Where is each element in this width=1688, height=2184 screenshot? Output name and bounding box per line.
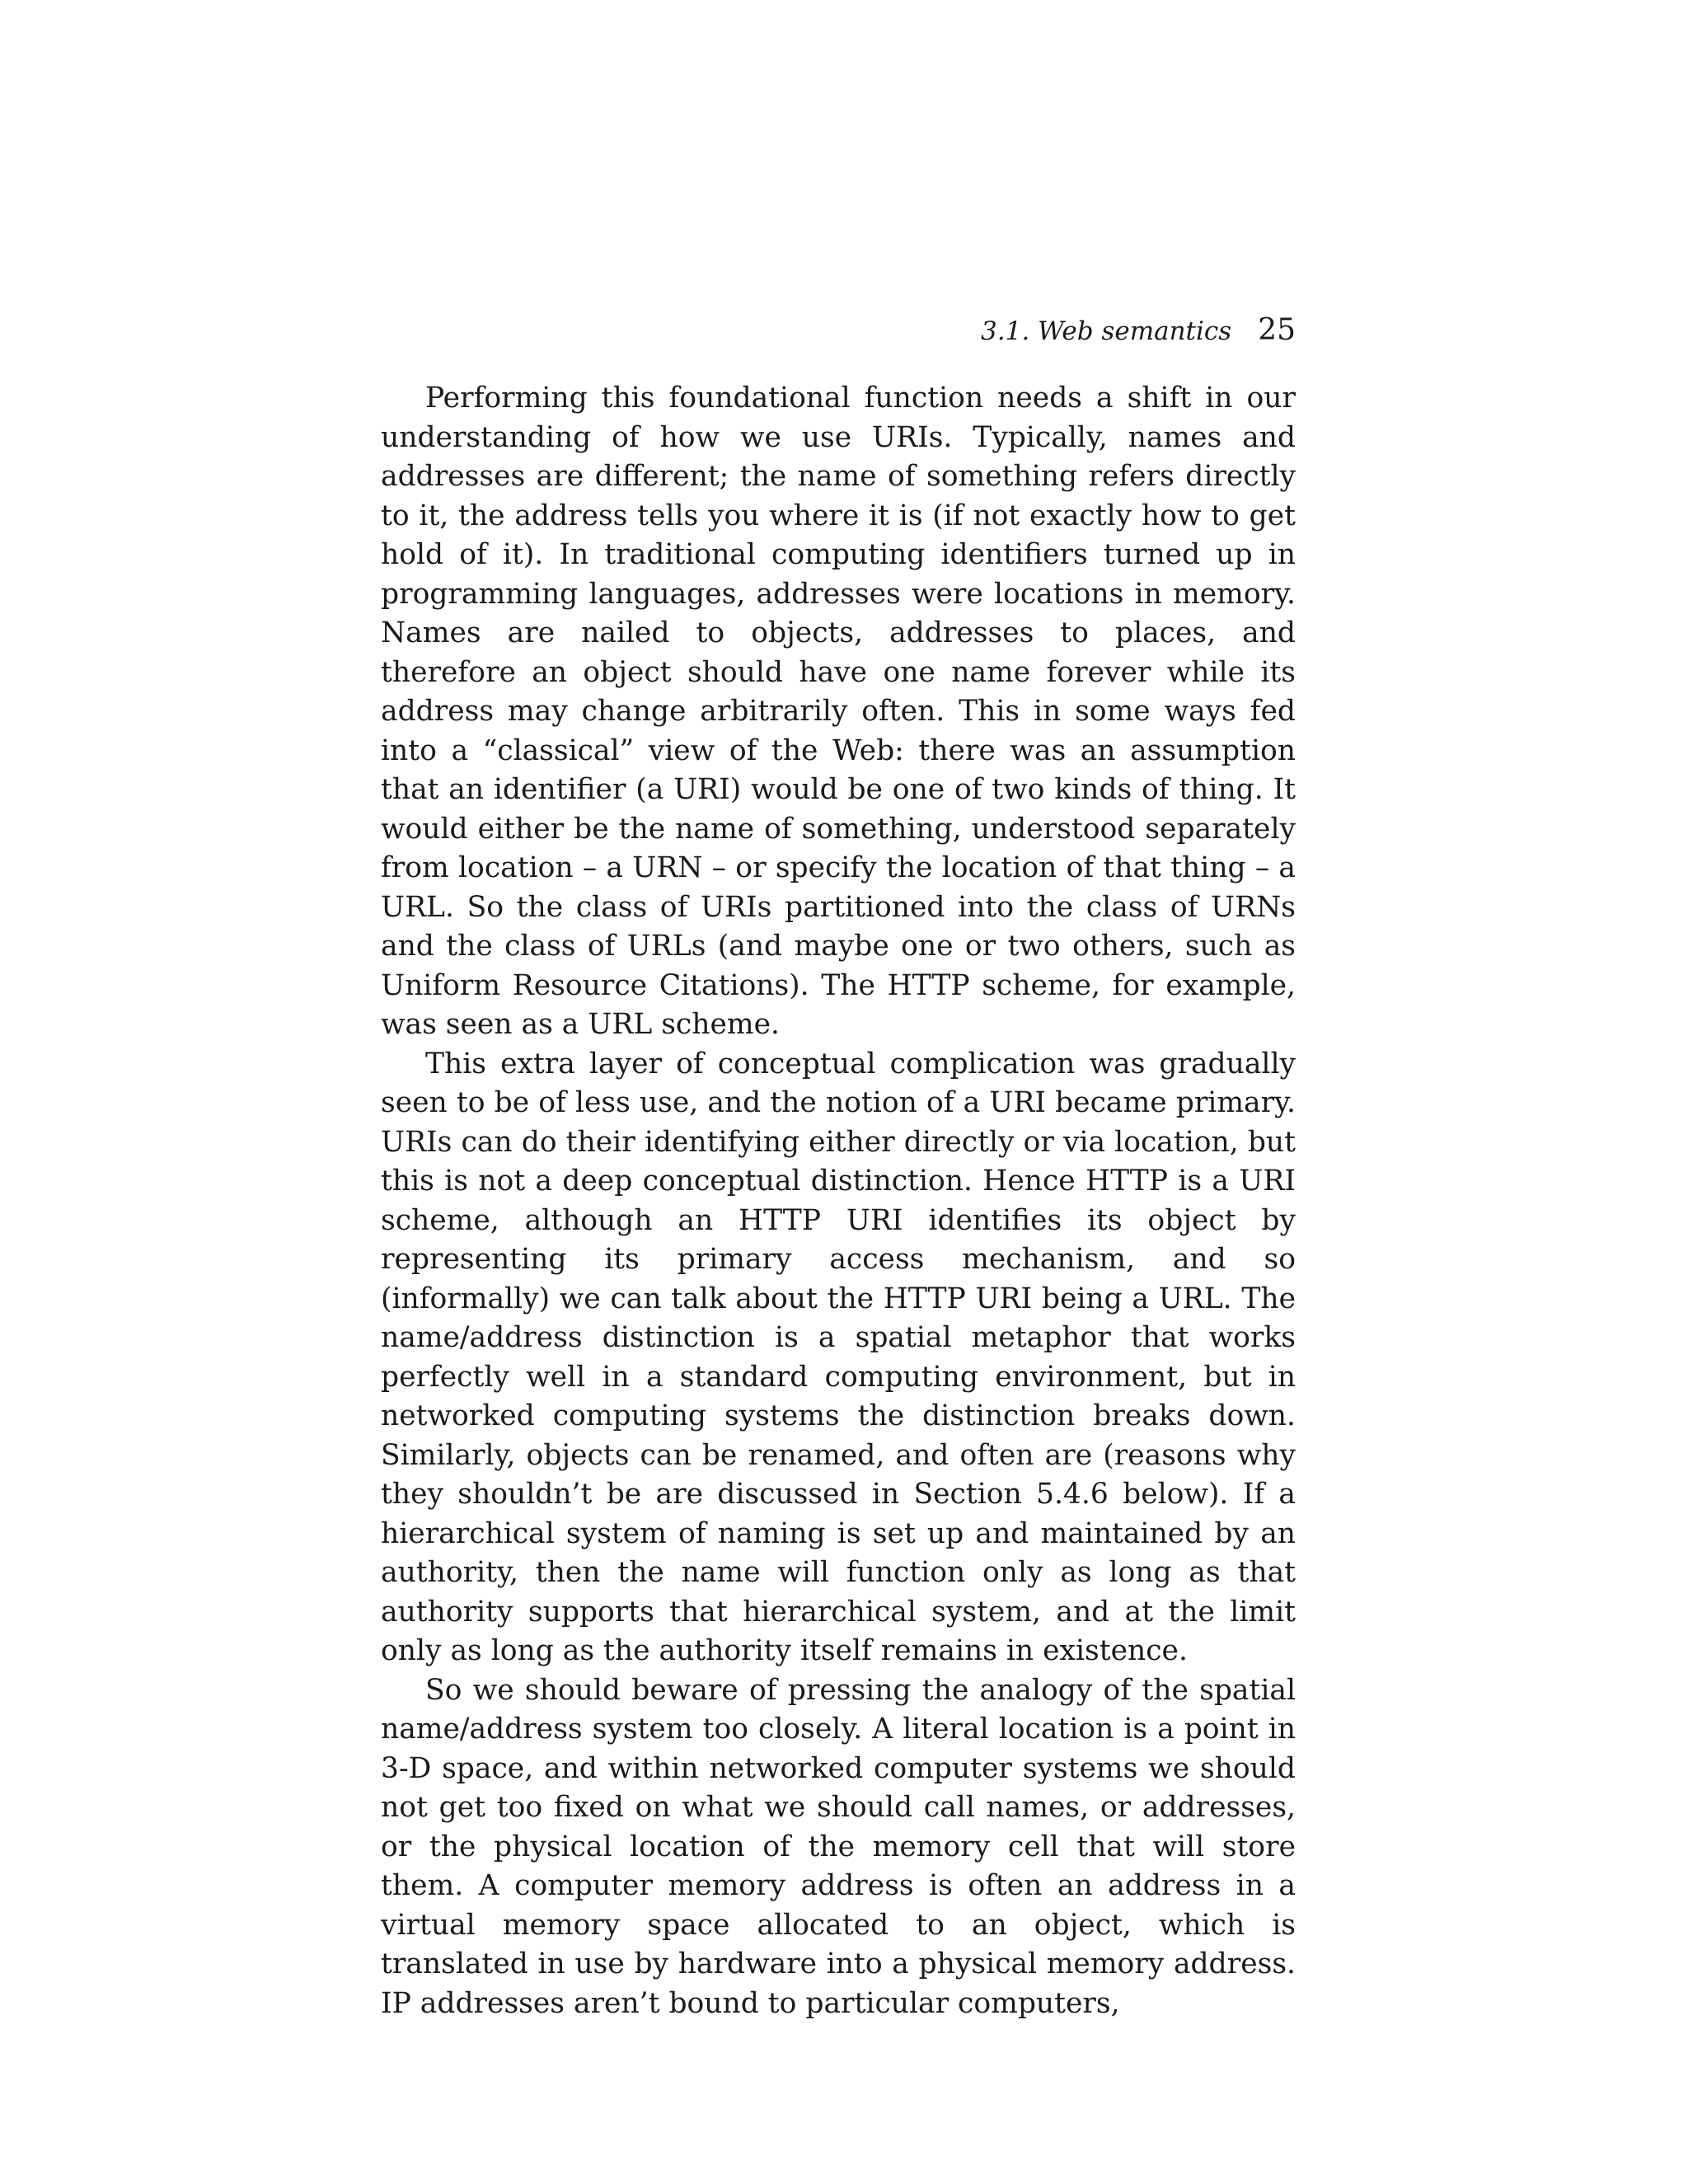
running-header — [981, 313, 1296, 347]
paragraph: So we should beware of pressing the analogy of the spatial name/address system too closely. A literal location is a point in 3-D space, and within networked computer systems we should not get too fixed on what we should call names, or addresses, or the physical location of the memory cell that will store them. A computer memory address is often an address in a virtual memory space allocated to an object, which is translated in use by hardware into a physical memory address. IP addresses aren’t bound to particular computers, — [381, 1673, 1296, 2020]
paragraph: This extra layer of conceptual complication was gradually seen to be of less use, and the notion of a URI became primary. URIs can do their identifying either directly or via location, but this is not a deep conceptual distinction. Hence HTTP is a URI scheme, although an HTTP URI identifies its object by representing its primary access mechanism, and so (informally) we can talk about the HTTP URI being a URL. The name/address distinction is a spatial metaphor that works perfectly well in a standard computing environment, but in networked computing systems the distinction breaks down. Similarly, objects can be renamed, and often are (reasons why they shouldn’t be are discussed in Section 5.4.6 below). If a hierarchical system of naming is set up and maintained by an authority, then the name will function only as long as that authority supports that hierarchical system, and at the limit only as long as the authority itself remains in existence. — [381, 1047, 1296, 1667]
book-page — [381, 0, 1296, 2184]
section-title: 3.1. Web semantics — [981, 316, 1232, 346]
paragraph: Performing this foundational function needs a shift in our understanding of how we use URIs. Typically, names and addresses are different; the name of something refers directly to it, the address tells you where it is (if not exactly how to get hold of it). In traditional computing identifiers turned up in programming languages, addresses were locations in memory. Names are nailed to objects, addresses to places, and therefore an object should have one name forever while its address may change arbitrarily often. This in some ways fed into a “classical” view of the Web: there was an assumption that an identifier (a URI) would be one of two kinds of thing. It would either be the name of something, understood separately from location – a URN – or specify the location of that thing – a URL. So the class of URIs partitioned into the class of URNs and the class of URLs (and maybe one or two others, such as Uniform Resource Citations). The HTTP scheme, for example, was seen as a URL scheme. — [381, 382, 1296, 1041]
page-number: 25 — [1258, 313, 1296, 347]
body-text — [381, 379, 1296, 2023]
